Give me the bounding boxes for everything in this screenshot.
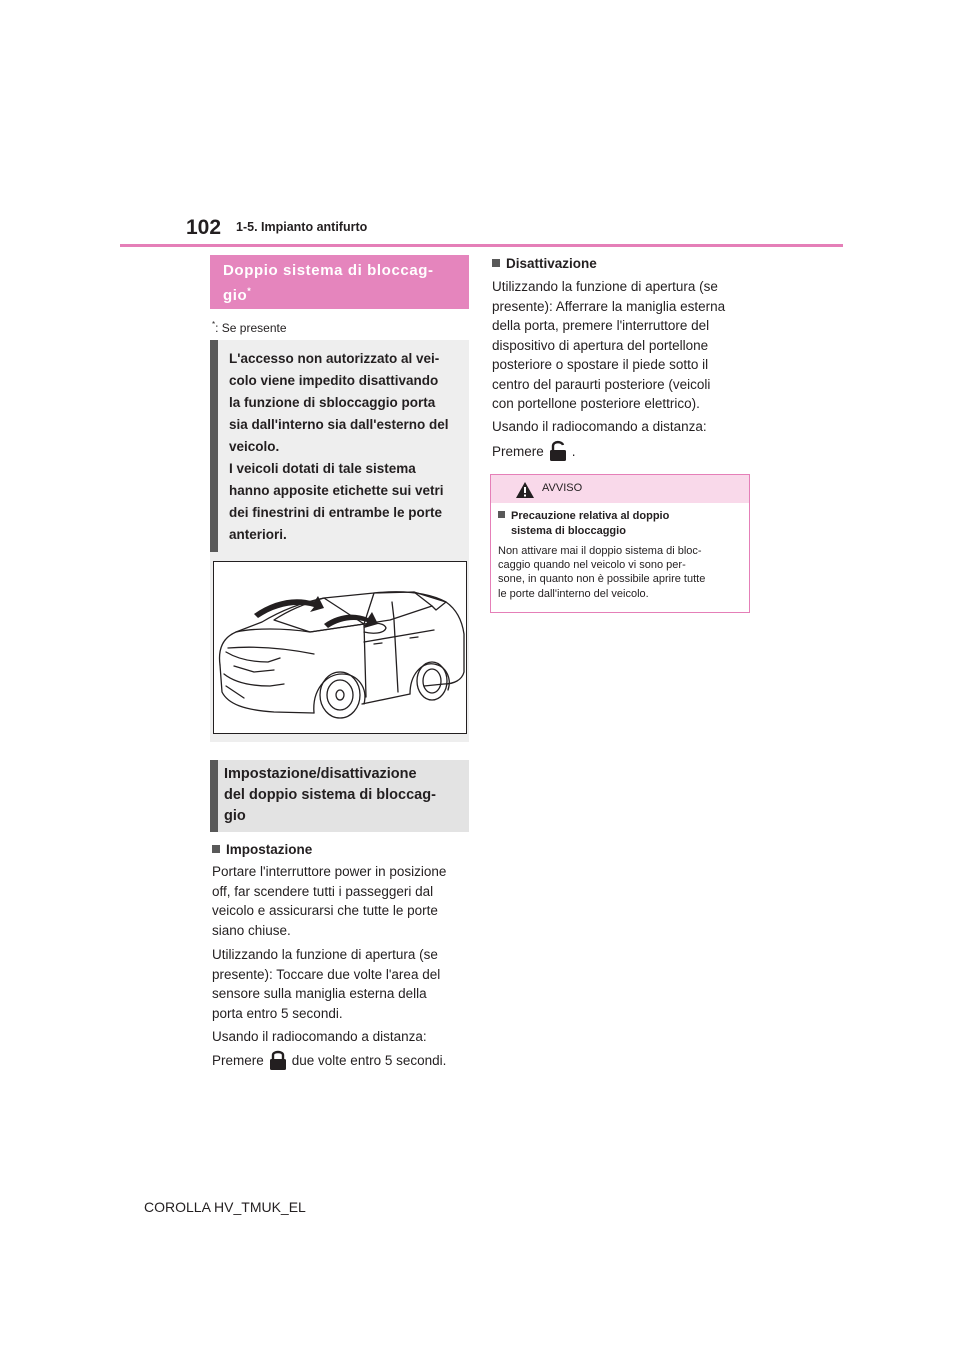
footnote bbox=[212, 320, 287, 335]
warning-triangle-icon bbox=[515, 481, 535, 499]
footnote-marker: * bbox=[212, 320, 216, 329]
disattivazione-heading: Disattivazione bbox=[492, 256, 597, 271]
topic-title-box bbox=[210, 255, 469, 309]
topic-title-line2: gio bbox=[223, 287, 248, 304]
lock-open-icon bbox=[549, 440, 567, 462]
section-heading: Impostazione/disattivazione del doppio sistema di bloccag- gio bbox=[224, 766, 436, 824]
warning-box bbox=[490, 474, 750, 613]
disattivazione-paragraph-3: Premere . bbox=[492, 440, 576, 462]
topic-title bbox=[223, 261, 434, 306]
lock-closed-icon bbox=[269, 1049, 287, 1071]
bullet-square-icon bbox=[492, 259, 500, 267]
car-illustration bbox=[214, 562, 466, 733]
warning-subtitle: Precauzione relativa al doppio sistema di bloccaggio bbox=[498, 509, 738, 538]
disattivazione-paragraph-2: Usando il radiocomando a distanza: bbox=[492, 419, 707, 434]
footer-model-code: COROLLA HV_TMUK_EL bbox=[144, 1199, 306, 1215]
impostazione-paragraph-1: Portare l'interruttore power in posizione off, far scendere tutti i passeggeri dal veicolo e assicurarsi che tutte le porte siano chiuse. bbox=[212, 864, 447, 938]
impostazione-paragraph-4: Premere due volte entro 5 secondi. bbox=[212, 1049, 446, 1071]
summary-paragraph-2: I veicoli dotati di tale sistema hanno apposite etichette sui vetri dei finestrini di entrambe le porte anteriori. bbox=[229, 461, 444, 542]
warning-body: Non attivare mai il doppio sistema di bloc- caggio quando nel veicolo vi sono per- sone, in quanto non è possibile aprire tutte le porte dall'interno del veicolo. bbox=[498, 545, 706, 600]
bullet-square-icon bbox=[498, 511, 505, 518]
impostazione-paragraph-2: Utilizzando la funzione di apertura (se presente): Toccare due volte l'area del sensore sulla maniglia esterna della porta entro 5 secondi. bbox=[212, 947, 441, 1021]
header-divider bbox=[120, 244, 843, 247]
page-number: 102 bbox=[186, 216, 222, 239]
summary-box bbox=[210, 340, 469, 552]
bullet-square-icon bbox=[212, 845, 220, 853]
impostazione-heading: Impostazione bbox=[212, 842, 312, 857]
summary-paragraph-1: L'accesso non autorizzato al vei- colo viene impedito disattivando la funzione di sbloccaggio porta sia dall'interno sia dall'esterno del veicolo. bbox=[229, 351, 449, 454]
title-asterisk: * bbox=[247, 286, 252, 296]
section-heading-box bbox=[210, 760, 469, 832]
footnote-text: : Se presente bbox=[215, 321, 287, 335]
disattivazione-paragraph-1: Utilizzando la funzione di apertura (se presente): Afferrare la maniglia esterna della porta, premere l'interruttore del dispositivo di apertura del portellone posteriore o spostare il piede sotto il centro del paraurti posteriore (veicoli con portellone posteriore elettrico). bbox=[492, 279, 726, 411]
warning-title: AVVISO bbox=[542, 482, 583, 494]
impostazione-paragraph-3: Usando il radiocomando a distanza: bbox=[212, 1029, 427, 1044]
topic-title-line1: Doppio sistema di bloccag- bbox=[223, 262, 434, 279]
car-illustration-frame bbox=[213, 561, 467, 734]
section-title: 1-5. Impianto antifurto bbox=[236, 220, 368, 234]
warning-header bbox=[491, 475, 749, 503]
